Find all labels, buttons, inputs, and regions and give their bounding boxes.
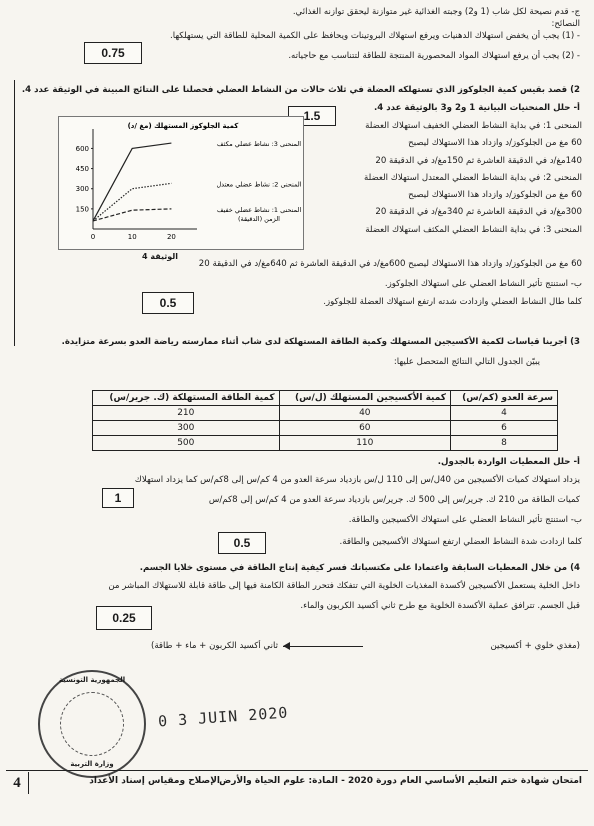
stamp-date: 0 3 JUIN 2020 <box>157 703 289 731</box>
series-label: المنحنى 1: نشاط عضلي خفيف <box>216 205 302 214</box>
advice-2: - (2) يجب أن يرفع استهلاك المواد المحصورية المنتجة للطاقة لتتناسب مع حاجياته. <box>288 51 580 61</box>
answer-2b: كلما طال النشاط العضلي وازدادت شدته ارتفع استهلاك العضلة للجلوكوز. <box>323 297 582 307</box>
table-cell: 110 <box>279 436 450 451</box>
analysis-block <box>306 118 582 239</box>
footer-rule <box>6 770 588 771</box>
table-cell: 6 <box>450 421 557 436</box>
column-header: كمية الأكسيجين المستهلك (ل/س) <box>279 391 450 406</box>
table-cell: 210 <box>93 406 280 421</box>
series-label: المنحنى 2: نشاط عضلي معتدل <box>216 180 302 189</box>
chart-caption: الوثيقة 4 <box>141 252 178 261</box>
table-cell: 60 <box>279 421 450 436</box>
table-cell: 500 <box>93 436 280 451</box>
x-tick-label: 20 <box>166 233 176 241</box>
column-header: سرعة العدو (كم/س) <box>450 391 557 406</box>
question-2b: ب- استنتج تأثير النشاط العضلي على استهلاك الجلوكوز. <box>384 279 582 289</box>
reaction-arrow <box>283 646 363 647</box>
analysis-line: 60 مغ من الجلوكوز/د وازداد هذا الاستهلاك ليصبح <box>408 138 582 149</box>
answer-3b: كلما ازدادت شدة النشاط العضلي ارتفع استهلاك الأكسيجين والطاقة. <box>339 537 582 547</box>
stamp-text-bottom: وزارة التربية <box>70 760 114 768</box>
margin-rule <box>14 80 15 346</box>
footer-left: الإصلاح ومقياس إسناد الأعداد <box>89 776 220 786</box>
analysis-line: المنحنى 3: في بداية النشاط العضلي المكثف استهلاك العضلة <box>365 224 582 235</box>
x-tick-label: 0 <box>90 233 96 241</box>
chart-svg <box>59 117 303 249</box>
table-cell: 4 <box>450 406 557 421</box>
table-header-row <box>93 391 558 406</box>
series-line <box>93 183 171 221</box>
analysis-line: 60 مغ من الجلوكوز/د وازداد هذا الاستهلاك ليصبح 600مغ/د في الدقيقة العاشرة ثم 640مغ/د في الدقيقة 20 <box>198 259 582 269</box>
y-tick-label: 450 <box>75 165 89 174</box>
item-c-title: ج- قدم نصيحة لكل شاب (1 و2) وجبته الغذائية غير متوازنة ليحقق توازنه الغذائي. <box>292 7 580 17</box>
analysis-line: 60 مغ من الجلوكوز/د وازداد هذا الاستهلاك ليصبح <box>408 190 582 201</box>
question-3a: أ- حلل المعطيات الواردة بالجدول. <box>437 457 580 467</box>
score-box: 1.5 <box>288 106 336 126</box>
part-3-intro-2: يبيّن الجدول التالي النتائج المتحصل عليها: <box>393 357 540 367</box>
column-header: كمية الطاقة المستهلكة (ك. جرير/س) <box>93 391 280 406</box>
score-box: 0.75 <box>84 42 142 64</box>
table-cell: 300 <box>93 421 280 436</box>
analysis-line: المنحنى 2: في بداية النشاط العضلي المعتدل استهلاك العضلة <box>364 172 582 183</box>
question-3b: ب- استنتج تأثير النشاط العضلي على استهلاك الأكسيجين والطاقة. <box>348 515 582 525</box>
analysis-line: المنحنى 1: في بداية النشاط العضلي الخفيف استهلاك العضلة <box>365 121 582 131</box>
score-box: 0.5 <box>142 292 194 314</box>
part-2-intro: 2) قصد بقيس كمية الجلوكوز الذي تستهلكه العضلة في ثلاث حالات من النشاط العضلي فحصلنا على النتائج المبينة في الوثيقة عدد 4. <box>21 85 580 95</box>
answer-4-line: قبل الجسم. تترافق عملية الأكسدة الخلوية مع طرح ثاني أكسيد الكربون والماء. <box>300 601 580 611</box>
x-tick-label: 10 <box>127 233 137 241</box>
y-tick-label: 300 <box>75 185 89 194</box>
arrow-head-icon <box>283 642 290 650</box>
answer-4-line: داخل الخلية يستعمل الأكسيجين لأكسدة المغذيات الخلوية التي تتفكك فتحرر الطاقة الكامنة فيها إلى طاقة قابلة للاستهلاك المباشر من <box>108 581 580 591</box>
equation-left: (مغذي خلوي + أكسيجين <box>490 641 580 651</box>
score-box: 1 <box>102 488 134 508</box>
x-axis-label: الزمن (الدقيقة) <box>238 215 280 223</box>
document-4-chart <box>58 116 304 250</box>
score-box: 0.5 <box>218 532 266 554</box>
question-2a: أ- حلل المنحنيات البيانية 1 و2 و3 بالوثيقة عدد 4. <box>373 103 580 113</box>
chart-title: كمية الجلوكوز المستهلك (مغ /د) <box>127 122 239 130</box>
table-cell: 8 <box>450 436 557 451</box>
answer-3a-line: كميات الطاقة من 210 ك. جرير/س إلى 500 ك. جرير/س بازدياد سرعة العدو من 4 كم/س إلى 8كم/س <box>208 495 580 505</box>
part-4-intro: 4) من خلال المعطيات السابقة واعتمادا على مكتسباتك فسر كيفية إنتاج الطاقة في مستوى خلايا الجسم. <box>139 563 580 573</box>
equation-right: ثاني أكسيد الكربون + ماء + طاقة) <box>150 641 278 651</box>
table-row <box>93 421 558 436</box>
stamp-text-top: الجمهورية التونسية <box>58 676 126 684</box>
footer-right: امتحان شهادة ختم التعليم الأساسي العام دورة 2020 - المادة: علوم الحياة والأرض <box>219 776 582 786</box>
y-tick-label: 600 <box>75 144 89 153</box>
score-box: 0.25 <box>96 606 152 630</box>
table-cell: 40 <box>279 406 450 421</box>
analysis-line: 300مغ/د في الدقيقة العاشرة ثم 340مغ/د في الدقيقة 20 <box>375 207 582 218</box>
page-number: 4 <box>6 772 29 794</box>
advice-heading: النصائح: <box>551 19 580 29</box>
part-3-intro: 3) أجرينا قياسات لكمية الأكسيجين المستهلك وكمية الطاقة المستهلكة لدى شاب أثناء ممارسته رياضة العدو بسرعة متزايدة. <box>61 337 580 347</box>
analysis-line: 140مغ/د في الدقيقة العاشرة ثم 150مغ/د في الدقيقة 20 <box>375 155 582 166</box>
series-label: المنحنى 3: نشاط عضلي مكثف <box>216 140 302 149</box>
official-stamp <box>38 670 146 778</box>
oxygen-energy-table <box>92 390 558 451</box>
stamp-emblem-icon <box>60 692 124 756</box>
y-tick-label: 150 <box>75 205 89 214</box>
advice-1: - (1) يجب أن يخفض استهلاك الدهنيات ويرفع استهلاك البروتينات ويحافظ على الكمية المحلية للطاقة التي يستهلكها. <box>170 31 580 41</box>
table-row <box>93 406 558 421</box>
answer-3a-line: يزداد استهلاك كميات الأكسيجين من 40ل/س إلى 110 ل/س بازدياد سرعة العدو من 4 كم/س إلى 8كم/س كما يزداد استهلاك <box>134 475 580 485</box>
table-row <box>93 436 558 451</box>
